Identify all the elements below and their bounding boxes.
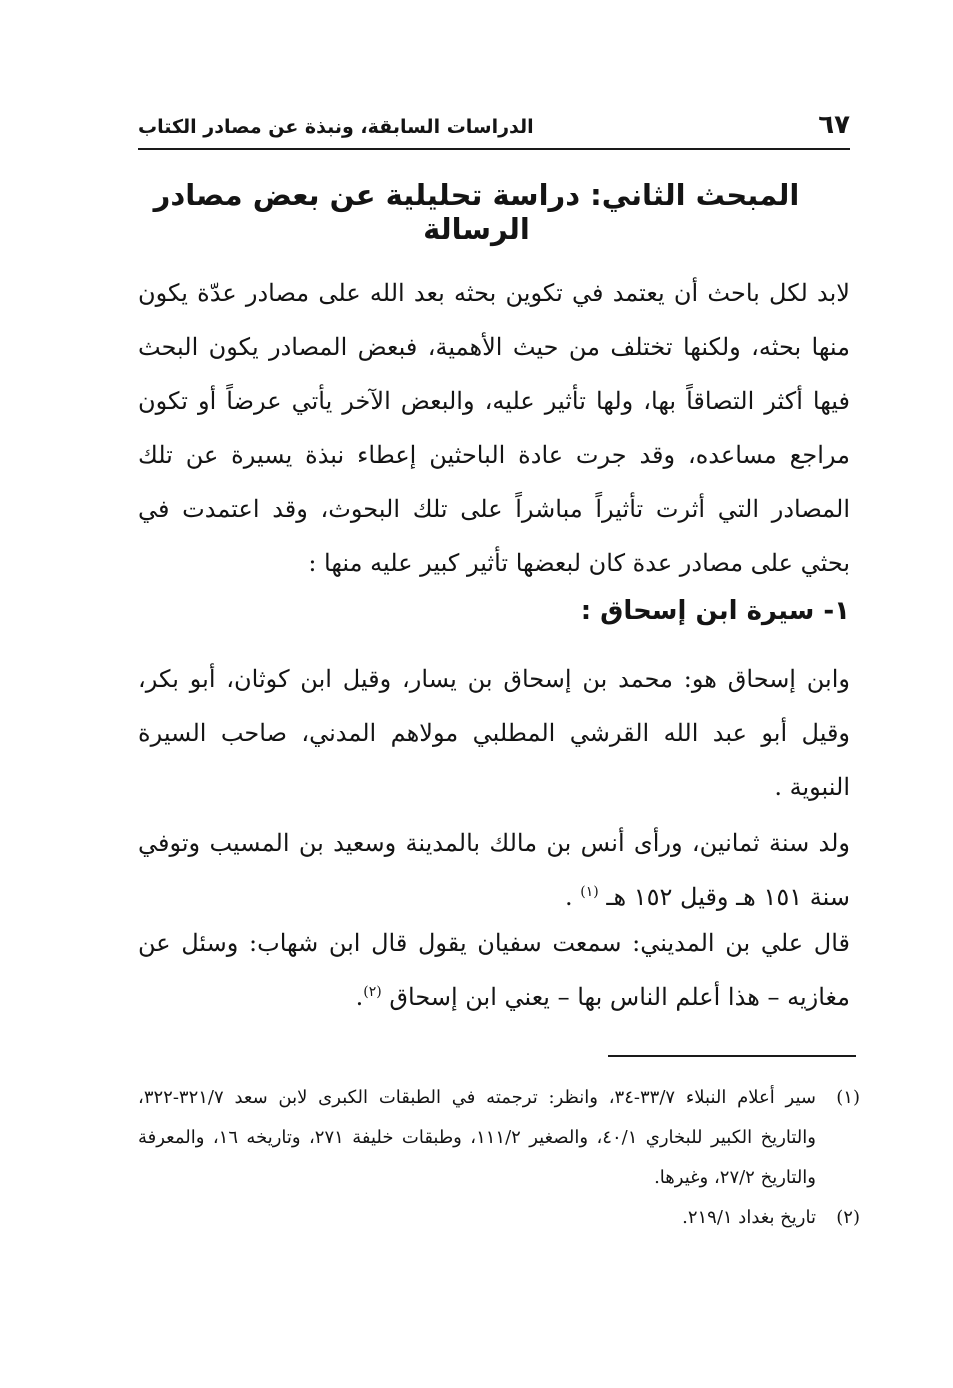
paragraph-end: . xyxy=(355,983,364,1011)
footnote-ref[interactable]: (٢) xyxy=(363,984,382,1000)
paragraph-birth-death xyxy=(138,816,850,924)
paragraph-quote xyxy=(138,916,850,1024)
page-header xyxy=(138,108,850,150)
paragraph-biography: وابن إسحاق هو: محمد بن إسحاق بن يسار، وقيل ابن كوثان، أبو بكر، وقيل أبو عبد الله القرشي المطلبي مولاهم المدني، صاحب السيرة النبوية . xyxy=(138,665,851,801)
running-title: الدراسات السابقة، ونبذة عن مصادر الكتاب xyxy=(138,116,534,138)
footnote-ref[interactable]: (١) xyxy=(580,884,599,900)
footnote-1 xyxy=(138,1078,860,1198)
footnote-2 xyxy=(138,1198,860,1238)
footnote-marker: (١) xyxy=(836,1087,860,1108)
page-number: ٦٧ xyxy=(818,110,850,140)
intro-paragraph: لابد لكل باحث أن يعتمد في تكوين بحثه بعد الله على مصادر عدّة يكون منها بحثه، ولكنها تختلف من حيث الأهمية، فبعض المصادر يكون البحث فيها أكثر التصاقاً بها، ولها تأثير عليه، والبعض الآخر يأتي عرضاً أو تكون مراجع مساعده، وقد جرت عادة الباحثين إعطاء نبذة يسيرة عن تلك المصادر التي أثرت تأثيراً مباشراً على تلك البحوث، وقد اعتمدت في بحثي على مصادر عدة كان لبعضها تأثير كبير عليه منها : xyxy=(138,279,850,577)
footnote-separator xyxy=(608,1055,856,1057)
footnote-marker: (٢) xyxy=(836,1207,860,1228)
paragraph-end: . xyxy=(565,883,581,911)
paragraph-text: ولد سنة ثمانين، ورأى أنس بن مالك بالمدينة وسعيد بن المسيب وتوفي سنة ١٥١ هـ وقيل ١٥٢ هـ xyxy=(138,829,850,911)
section-title: المبحث الثاني: دراسة تحليلية عن بعض مصادر الرسالة xyxy=(153,178,800,246)
footnotes xyxy=(138,1078,860,1238)
paragraph-text: قال علي بن المديني: سمعت سفيان يقول قال ابن شهاب: وسئل عن مغازيه – هذا أعلم الناس بها – يعني ابن إسحاق xyxy=(138,929,850,1011)
subheading: ١- سيرة ابن إسحاق : xyxy=(580,596,850,626)
footnote-text: سير أعلام النبلاء ٣٣/٧-٣٤، وانظر: ترجمته في الطبقات الكبرى لابن سعد ٣٢١/٧-٣٢٢، والتاريخ الكبير للبخاري ٤٠/١، والصغير ١١١/٢، وطبقات خليفة ٢٧١، وتاريخه ١٦، والمعرفة والتاريخ ٢٧/٢، وغيرها. xyxy=(138,1087,816,1188)
footnote-text: تاريخ بغداد ٢١٩/١. xyxy=(682,1207,816,1228)
